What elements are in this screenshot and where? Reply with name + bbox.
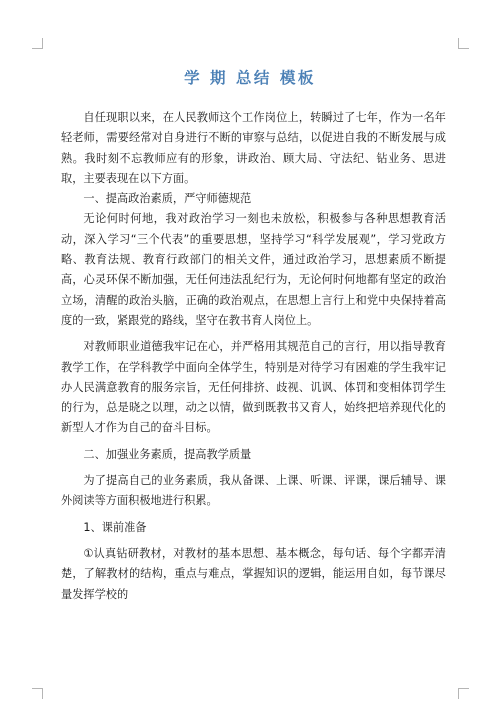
- section-heading-teaching: 二、加强业务素质，提高教学质量: [83, 447, 252, 461]
- crop-mark-top-right: [458, 38, 469, 49]
- paragraph-intro: 自任现职以来，在人民教师这个工作岗位上，转瞬过了七年，作为一名年轻老师，需要经常对自身进行不断的审察与总结，以促进自我的不断发展与成熟。我时刻不忘教师应有的形象，讲政治、顾大局、守法纪、钻业务、思进取，主要表现在以下方面。: [61, 111, 446, 185]
- crop-mark-top-left: [32, 38, 43, 49]
- section-heading-politics: 一、提高政治素质，严守师德规范: [83, 192, 252, 206]
- paragraph-teaching: 为了提高自己的业务素质，我从备课、上课、听课、评课，课后辅导、课外阅读等方面积极地进行积累。: [61, 474, 446, 508]
- subheading-preparation: 1、课前准备: [83, 520, 147, 534]
- paragraph-ethics: 对教师职业道德我牢记在心，并严格用其规范自己的言行，用以指导教育教学工作，在学科教学中面向全体学生，特别是对待学习有困难的学生我牢记办人民满意教育的服务宗旨，无任何排挤、歧视、讥讽、体罚和变相体罚学生的行为，总是晓之以理，动之以情，做到既教书又育人，始终把培养现代化的新型人才作为自己的奋斗目标。: [61, 340, 446, 435]
- crop-mark-bottom-left: [32, 688, 43, 699]
- crop-mark-bottom-right: [458, 688, 469, 699]
- document-body: [61, 108, 446, 605]
- paragraph-politics: 无论何时何地，我对政治学习一刻也未放松，积极参与各种思想教育活动，深入学习“三个代表”的重要思想，坚持学习“科学发展观”，学习党政方略、教育法规、教育行政部门的相关文件，通过政治学习，思想素质不断提高，心灵环保不断加强，无任何违法乱纪行为，无论何时何地都有坚定的政治立场，清醒的政治头脑，正确的政治观点，在思想上言行上和党中央保持着高度的一致，紧跟党的路线，坚守在教书育人岗位上。: [61, 212, 446, 327]
- paragraph-preparation: ①认真钻研教材，对教材的基本思想、基本概念，每句话、每个字都弄清楚，了解教材的结构，重点与难点，掌握知识的逻辑，能运用自如，每节课尽量发挥学校的: [61, 546, 446, 601]
- document-title: 学 期 总结 模板: [184, 69, 316, 87]
